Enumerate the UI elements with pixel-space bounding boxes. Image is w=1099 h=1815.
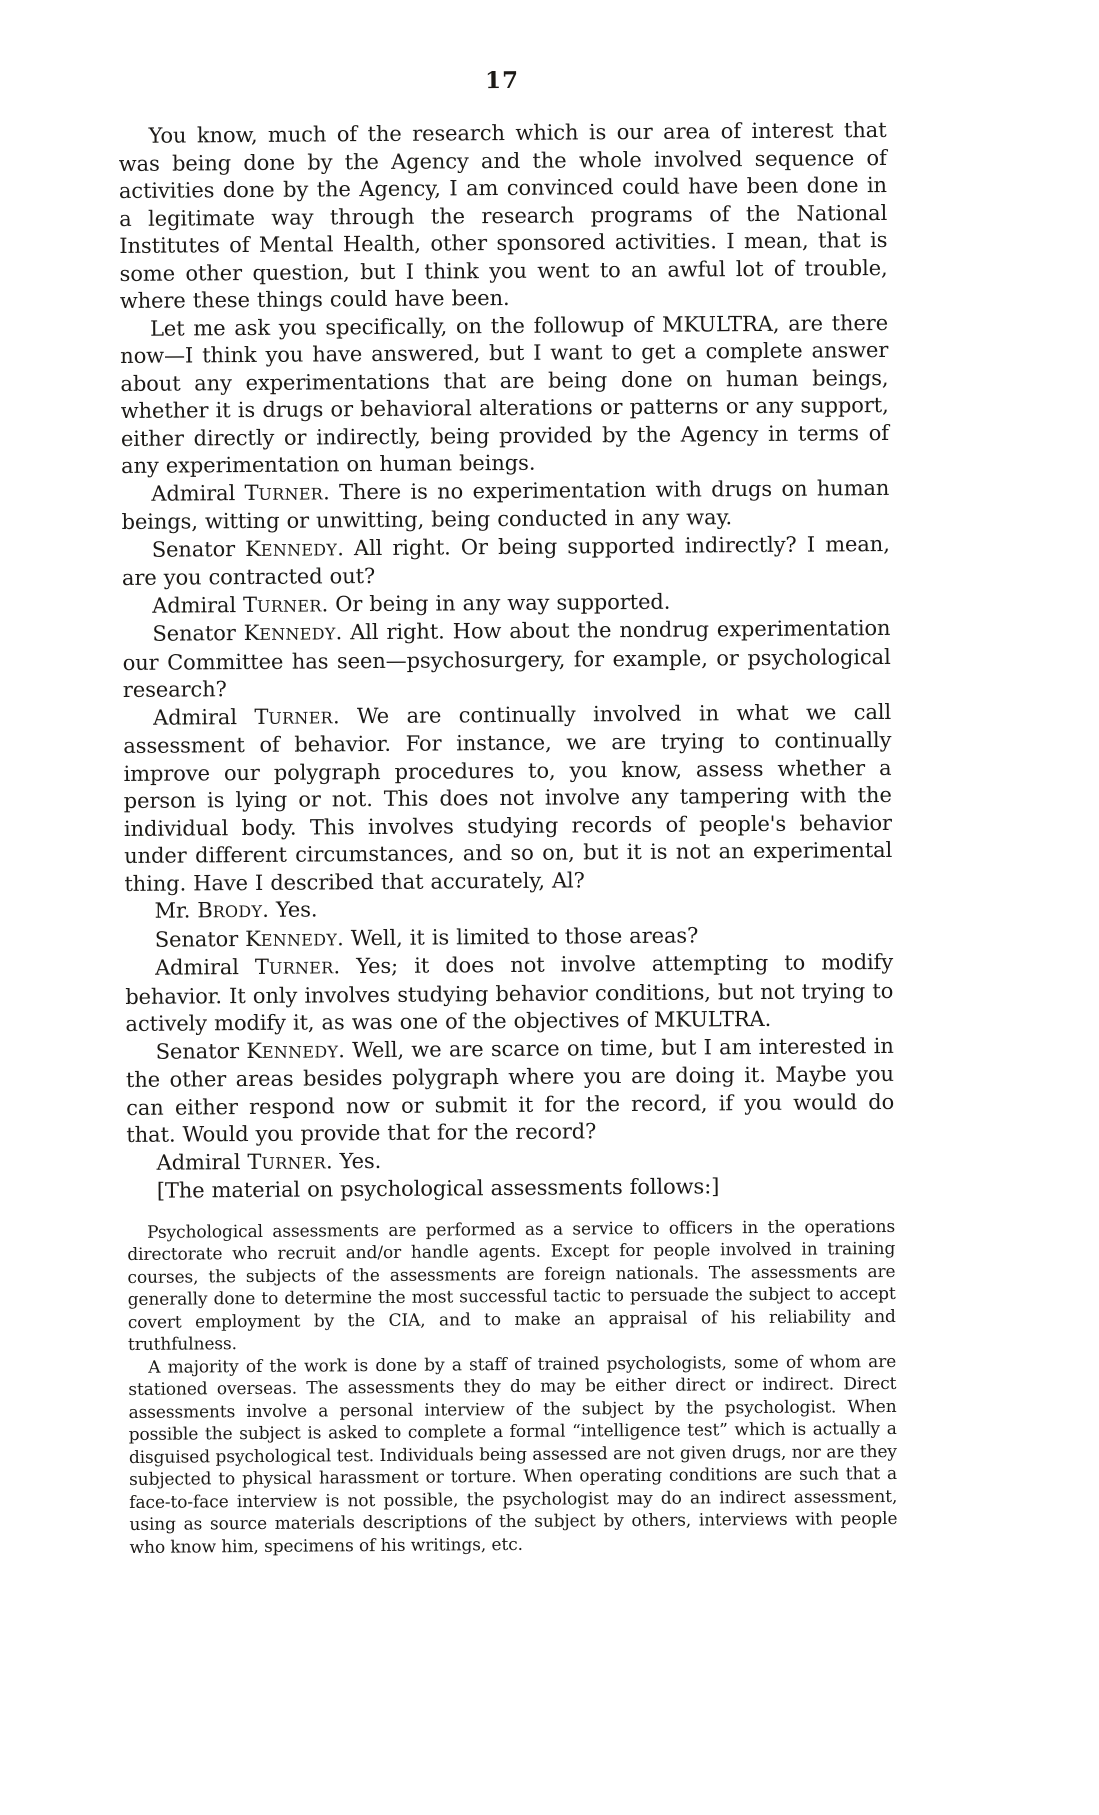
paragraph-text: . Yes. — [262, 897, 318, 922]
paragraph-text: . Or being in any way supported. — [321, 589, 671, 616]
paragraph-text: Psychological assessments are performed as a service to officers in the operations directorate who recruit and/or handle agents. Except for people involved in training courses, the subjects of the assessments are foreign nationals. The assessments are generally done to determine the most successful tactic to persuade the subject to accept covert employment by the CIA, and to make an appraisal of his reliability and truthfulness. — [127, 1216, 896, 1355]
transcript-paragraph — [126, 1032, 895, 1149]
paragraph-text: A majority of the work is done by a staff of trained psychologists, some of whom are stationed overseas. The assessments they do may be either direct or indirect. Direct assessments involve a personal interview of the subject by the psychologist. When possible the subject is asked to complete a formal “intelligence test” which is actually a disguised psychological test. Individuals being assessed are not given drugs, nor are they subjected to physical harassment or torture. When operating conditions are such that a face-to-face interview is not possible, the psychologist may do an indirect assessment, using as source materials descriptions of the subject by others, interviews with people who know him, specimens of his writings, etc. — [128, 1351, 898, 1558]
speaker-name: Admiral TURNER — [154, 954, 334, 980]
transcript-stage-direction — [127, 1172, 895, 1206]
paragraph-text: [The material on psychological assessments follows:] — [156, 1174, 720, 1203]
speaker-name: Admiral TURNER — [151, 480, 324, 506]
insert-paragraph — [127, 1215, 896, 1356]
transcript-paragraph — [123, 698, 892, 898]
transcript-paragraph — [122, 615, 891, 705]
speaker-name: Admiral TURNER — [152, 592, 322, 618]
transcript-paragraph — [120, 309, 889, 480]
transcript-paragraph — [118, 117, 887, 316]
paragraph-text: . All right. Or being supported indirectly? I mean, are you contracted out? — [121, 531, 890, 590]
speaker-name: Senator KENNEDY — [151, 536, 338, 562]
paragraph-text: . We are continually involved in what we call assessment of behavior. For instance, we are trying to continually improve our polygraph procedures to, you know, assess whether a person is lying or not. This does not involve any tampering with the individual body. This involves studying records of people's behavior under different circumstances, and so on, but it is not an experimental thing. Have I described that accurately, Al? — [123, 699, 893, 896]
speaker-name: Mr. BRODY — [154, 898, 263, 923]
page-number: 17 — [484, 66, 520, 95]
paragraph-text: You know, much of the research which is our area of interest that was being done by the Agency and the whole involved sequence of activities done by the Agency, I am convinced could have been done in a legitimate way through the research programs of the National Institutes of Mental Health, other sponsored activities. I mean, that is some other question, but I think you went to an awful lot of trouble, where these things could have been. — [118, 117, 888, 313]
speaker-name: Senator KENNEDY — [152, 620, 336, 646]
speaker-name: Admiral TURNER — [152, 704, 333, 730]
inserted-material-section — [127, 1215, 898, 1559]
paragraph-text: . Well, it is limited to those areas? — [337, 922, 699, 950]
paragraph-text: . Yes; it does not involve attempting to modify behavior. It only involves studying behavior conditions, but not trying to actively modify it, as was one of the objectives of MKULTRA. — [125, 949, 894, 1036]
paragraph-text: . Yes. — [325, 1148, 382, 1173]
paragraph-text: Let me ask you specifically, on the followup of MKULTRA, are there now—I think you have answered, but I want to get a complete answer about any experimentations that are being done on human beings, whether it is drugs or behavioral alterations or patterns or any support, either directly or indirectly, being provided by the Agency in terms of any experimentation on human beings. — [120, 310, 889, 478]
transcript-paragraph — [125, 949, 894, 1039]
insert-paragraph — [128, 1350, 898, 1559]
transcript-paragraph — [122, 530, 890, 592]
paragraph-text: . There is no experimentation with drugs on human beings, witting or unwitting, being conducted in any way. — [121, 475, 890, 534]
page-content — [118, 64, 898, 1559]
transcript-paragraph — [121, 474, 889, 536]
paragraph-text: . Well, we are scarce on time, but I am interested in the other areas besides polygraph where you are doing it. Maybe you can either respond now or submit it for the record, if you would do that. Would you provide that for the record? — [125, 1033, 895, 1147]
speaker-name: Admiral TURNER — [156, 1149, 327, 1175]
speaker-name: Senator KENNEDY — [154, 926, 338, 952]
speaker-name: Senator KENNEDY — [155, 1038, 339, 1064]
paragraph-text: . All right. How about the nondrug experimentation our Committee has seen—psychosurgery, for example, or psychological research? — [122, 615, 891, 702]
transcript-section — [118, 117, 894, 1205]
